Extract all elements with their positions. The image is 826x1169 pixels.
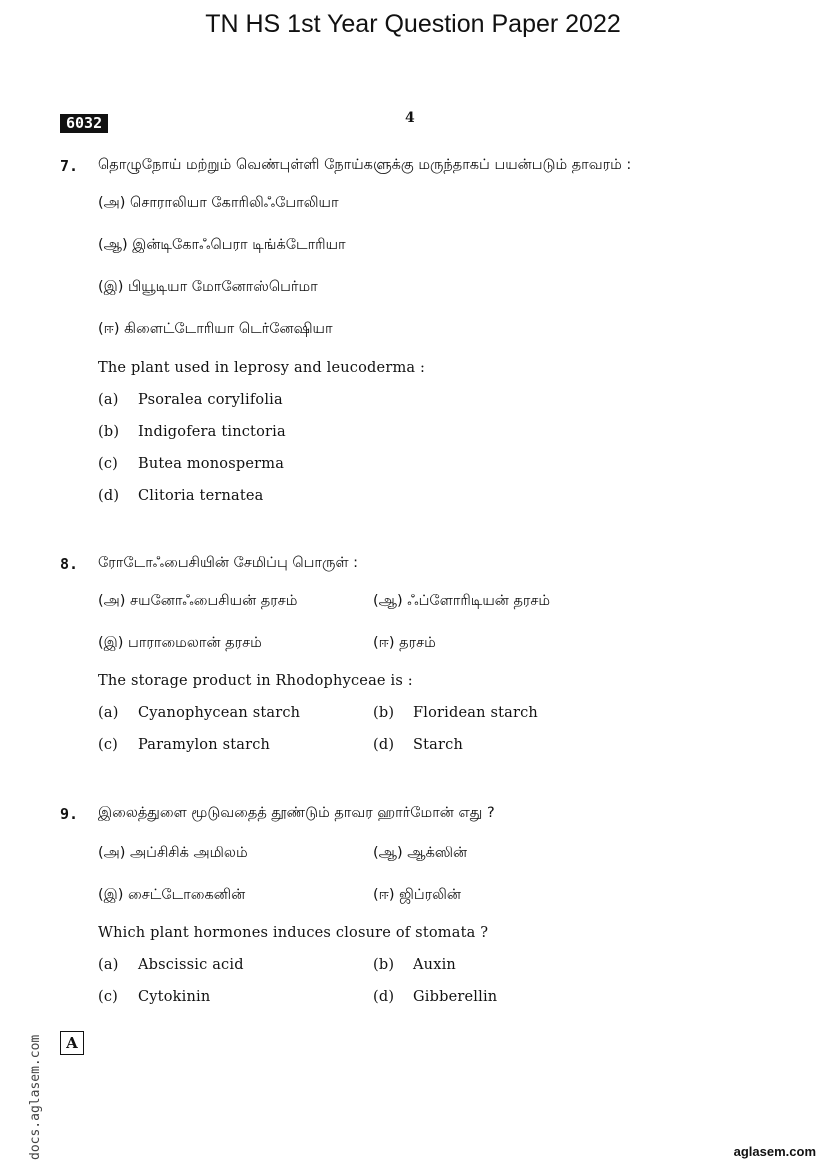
option-text: Clitoria ternatea bbox=[138, 488, 264, 504]
page-number: 4 bbox=[405, 110, 415, 126]
footer-site: aglasem.com bbox=[733, 1144, 816, 1159]
option-label: (b) bbox=[98, 424, 120, 440]
option-text: Psoralea corylifolia bbox=[138, 392, 283, 408]
english-option bbox=[373, 989, 497, 1005]
question-number: 7. bbox=[60, 157, 79, 175]
tamil-option: (இ) சைட்டோகைனின் bbox=[98, 887, 246, 903]
watermark: docs.aglasem.com bbox=[28, 1034, 43, 1160]
tamil-option: (அ) சொராலியா கோரிலிஃபோலியா bbox=[98, 195, 339, 211]
tamil-option: (ஆ) ஆக்ஸின் bbox=[373, 845, 468, 861]
option-text: Auxin bbox=[413, 957, 456, 973]
option-label: (a) bbox=[98, 392, 119, 408]
option-label: (a) bbox=[98, 957, 119, 973]
option-text: Cytokinin bbox=[138, 989, 211, 1005]
english-option bbox=[98, 424, 286, 440]
tamil-option: (ஈ) ஜிப்ரலின் bbox=[373, 887, 461, 903]
tamil-option: (இ) பியூடியா மோனோஸ்பெர்மா bbox=[98, 279, 318, 295]
tamil-option: (இ) பாராமைலான் தரசம் bbox=[98, 635, 262, 651]
option-label: (c) bbox=[98, 737, 119, 753]
option-label: (b) bbox=[373, 705, 395, 721]
option-label: (c) bbox=[98, 456, 119, 472]
option-text: Floridean starch bbox=[413, 705, 538, 721]
question-number: 8. bbox=[60, 555, 79, 573]
tamil-option: (ஆ) ஃப்ளோரிடியன் தரசம் bbox=[373, 593, 551, 609]
tamil-question: ரோடோஃபைசியின் சேமிப்பு பொருள் : bbox=[98, 555, 359, 571]
paper-code-badge: 6032 bbox=[60, 114, 108, 133]
option-text: Paramylon starch bbox=[138, 737, 271, 753]
tamil-option: (அ) அப்சிசிக் அமிலம் bbox=[98, 845, 248, 861]
english-question: The storage product in Rhodophyceae is : bbox=[98, 673, 413, 689]
tamil-option: (ஆ) இன்டிகோஃபெரா டிங்க்டோரியா bbox=[98, 237, 346, 253]
english-option bbox=[98, 957, 244, 973]
tamil-question: தொழுநோய் மற்றும் வெண்புள்ளி நோய்களுக்கு மருந்தாகப் பயன்படும் தாவரம் : bbox=[98, 157, 632, 173]
english-option bbox=[98, 392, 283, 408]
page-title: TN HS 1st Year Question Paper 2022 bbox=[205, 10, 621, 38]
english-option bbox=[98, 456, 284, 472]
question-number: 9. bbox=[60, 805, 79, 823]
english-option bbox=[98, 737, 270, 753]
english-option bbox=[98, 488, 264, 504]
tamil-option: (அ) சயனோஃபைசியன் தரசம் bbox=[98, 593, 298, 609]
option-text: Starch bbox=[413, 737, 463, 753]
option-label: (d) bbox=[373, 737, 395, 753]
english-option bbox=[373, 705, 538, 721]
english-option bbox=[98, 705, 300, 721]
option-text: Cyanophycean starch bbox=[138, 705, 301, 721]
english-option bbox=[373, 737, 463, 753]
english-option bbox=[373, 957, 456, 973]
option-text: Abscissic acid bbox=[138, 957, 244, 973]
option-text: Gibberellin bbox=[413, 989, 498, 1005]
english-question: Which plant hormones induces closure of stomata ? bbox=[98, 925, 489, 941]
option-text: Indigofera tinctoria bbox=[138, 424, 286, 440]
english-question: The plant used in leprosy and leucoderma : bbox=[98, 360, 426, 376]
english-option bbox=[98, 989, 210, 1005]
tamil-question: இலைத்துளை மூடுவதைத் தூண்டும் தாவர ஹார்மோன் எது ? bbox=[98, 805, 495, 821]
option-label: (a) bbox=[98, 705, 119, 721]
option-text: Butea monosperma bbox=[138, 456, 285, 472]
option-label: (b) bbox=[373, 957, 395, 973]
option-label: (d) bbox=[98, 488, 120, 504]
option-label: (c) bbox=[98, 989, 119, 1005]
tamil-option: (ஈ) கிளைட்டோரியா டெர்னேஷியா bbox=[98, 321, 333, 337]
option-label: (d) bbox=[373, 989, 395, 1005]
version-box: A bbox=[60, 1031, 84, 1055]
tamil-option: (ஈ) தரசம் bbox=[373, 635, 436, 651]
